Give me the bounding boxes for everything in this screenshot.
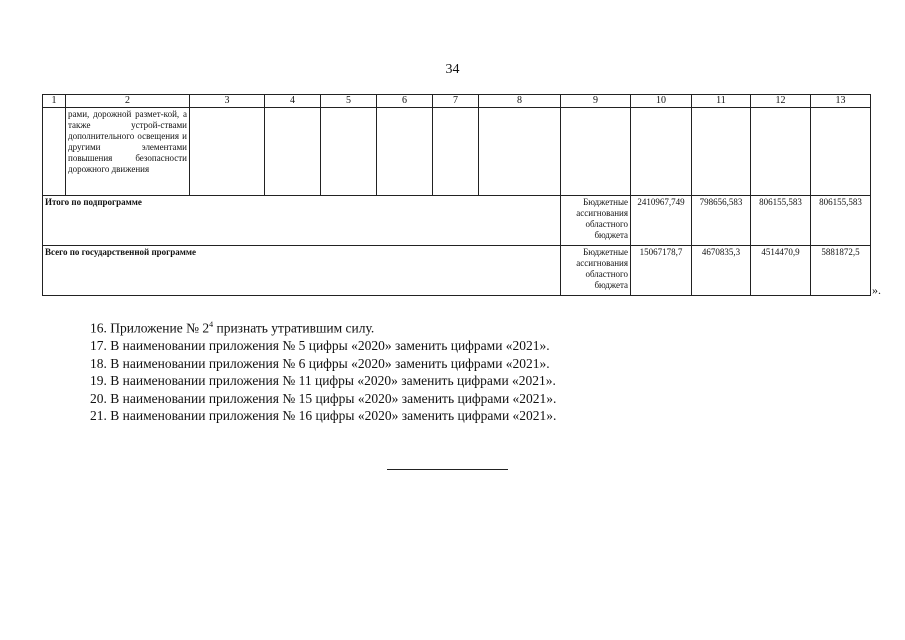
- amount-col12: 806155,583: [751, 196, 811, 246]
- amount-col13: 5881872,5: [811, 246, 871, 296]
- column-header: 5: [321, 95, 377, 108]
- table-row: [43, 108, 871, 196]
- amount-col10: 15067178,7: [631, 246, 692, 296]
- table-cell: [631, 108, 692, 196]
- table-cell: [190, 108, 265, 196]
- column-header: 1: [43, 95, 66, 108]
- amount-col10: 2410967,749: [631, 196, 692, 246]
- item-16-superscript: 4: [209, 320, 214, 329]
- column-header: 9: [561, 95, 631, 108]
- item-21: 21. В наименовании приложения № 16 цифры «2020» заменить цифрами «2021».: [90, 408, 557, 423]
- total-label: Всего по государственной программе: [43, 246, 561, 296]
- column-header: 11: [692, 95, 751, 108]
- column-header: 7: [433, 95, 479, 108]
- column-header: 12: [751, 95, 811, 108]
- table-cell: [433, 108, 479, 196]
- amount-col11: 798656,583: [692, 196, 751, 246]
- column-header: 10: [631, 95, 692, 108]
- table-cell: [811, 108, 871, 196]
- table-cell: [561, 108, 631, 196]
- table-header-row: [43, 95, 871, 108]
- column-header: 2: [66, 95, 190, 108]
- table-cell: [321, 108, 377, 196]
- table-cell: [265, 108, 321, 196]
- item-16-tail: признать утратившим силу.: [213, 320, 375, 336]
- column-header: 13: [811, 95, 871, 108]
- funding-source: Бюджетные ассигнования областного бюджета: [561, 246, 631, 296]
- column-header: 8: [479, 95, 561, 108]
- funding-source: Бюджетные ассигнования областного бюджета: [561, 196, 631, 246]
- column-header: 6: [377, 95, 433, 108]
- item-16: [90, 316, 556, 337]
- table-cell: [692, 108, 751, 196]
- table-cell: [43, 108, 66, 196]
- item-16-text: 16. Приложение № 2: [90, 320, 210, 336]
- amount-col11: 4670835,3: [692, 246, 751, 296]
- column-header: 4: [265, 95, 321, 108]
- amount-col13: 806155,583: [811, 196, 871, 246]
- budget-table: [42, 94, 871, 296]
- amount-col12: 4514470,9: [751, 246, 811, 296]
- subtotal-row: [43, 196, 871, 246]
- row-description: рами, дорожной размет-кой, а также устрой-ствами дополнительного освещения и другими элементами повышения безопасности дорожного движения: [66, 108, 190, 196]
- table-cell: [479, 108, 561, 196]
- item-19: 19. В наименовании приложения № 11 цифры «2020» заменить цифрами «2021».: [90, 373, 556, 388]
- item-20: 20. В наименовании приложения № 15 цифры «2020» заменить цифрами «2021».: [90, 390, 557, 406]
- separator-line: [387, 469, 508, 470]
- subtotal-label: Итого по подпрограмме: [43, 196, 561, 246]
- table-cell: [377, 108, 433, 196]
- item-18: 18. В наименовании приложения № 6 цифры «2020» заменить цифрами «2021».: [90, 355, 550, 371]
- page-number: 34: [445, 62, 460, 77]
- total-row: [43, 246, 871, 296]
- amendment-items: [90, 316, 556, 425]
- item-17: 17. В наименовании приложения № 5 цифры «2020» заменить цифрами «2021».: [90, 338, 550, 353]
- column-header: 3: [190, 95, 265, 108]
- closing-quote: ».: [872, 283, 881, 297]
- table-cell: [751, 108, 811, 196]
